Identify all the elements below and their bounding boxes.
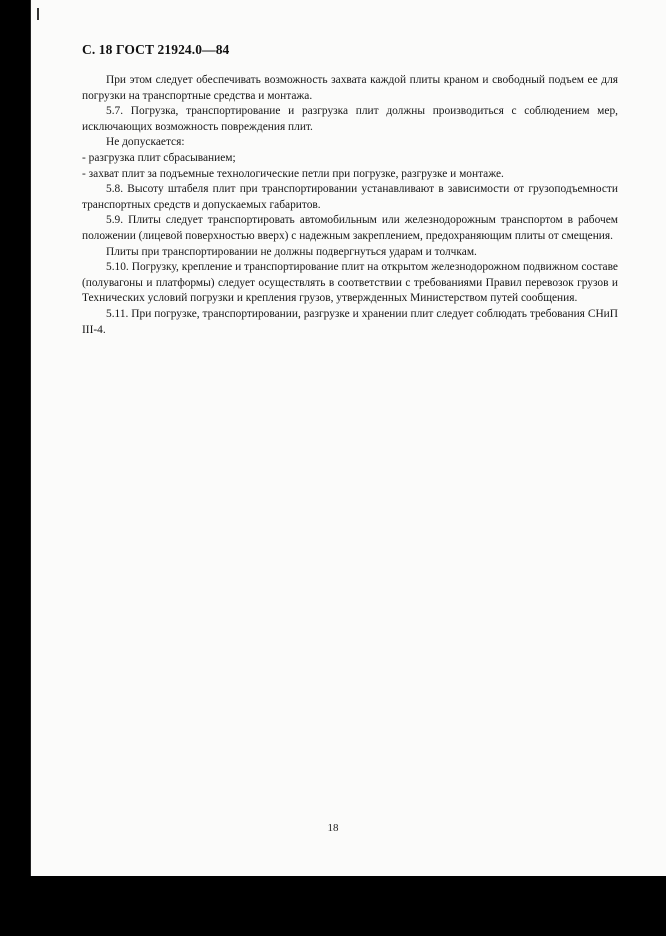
paragraph-5-9: 5.9. Плиты следует транспортировать автомобильным или железнодорожным транспортом в рабочем положении (лицевой поверхностью вверх) с надежным закреплением, предохраняющим плиты от смещения. [82, 214, 618, 242]
paragraph-impacts: Плиты при транспортировании не должны подвергнуться ударам и толчкам. [106, 245, 477, 258]
list-item: - разгрузка плит сбрасыванием; [82, 151, 236, 164]
page-header: С. 18 ГОСТ 21924.0—84 [82, 42, 230, 57]
paragraph-lifting: При этом следует обеспечивать возможность захвата каждой плиты краном и свободный подъем ее для погрузки на транспортные средства и монтажа. [82, 74, 618, 102]
scan-mark [37, 8, 39, 20]
paragraph-5-10: 5.10. Погрузку, крепление и транспортирование плит на открытом железнодорожном подвижном составе (полувагоны и платформы) следует осуществлять в соответствии с требованиями Правил перевозок грузов и Технических условий погрузки и крепления грузов, утвержденных Министерством путей сообщения. [82, 261, 618, 305]
page-edge [30, 0, 31, 876]
paragraph-5-11: 5.11. При погрузке, транспортировании, разгрузке и хранении плит следует соблюдать требования СНиП III-4. [82, 307, 618, 336]
page-number: 18 [327, 822, 339, 834]
list-item: - захват плит за подъемные технологические петли при погрузке, разгрузке и монтаже. [82, 167, 504, 180]
paragraph-not-allowed: Не допускается: [106, 136, 185, 149]
paragraph-5-8: 5.8. Высоту штабеля плит при транспортировании устанавливают в зависимости от грузоподъемности транспортных средств и допускаемых габаритов. [82, 183, 618, 211]
document-body [82, 73, 618, 338]
paragraph-5-7: 5.7. Погрузка, транспортирование и разгрузка плит должны производиться с соблюдением мер, исключающих возможность повреждения плит. [82, 105, 618, 133]
